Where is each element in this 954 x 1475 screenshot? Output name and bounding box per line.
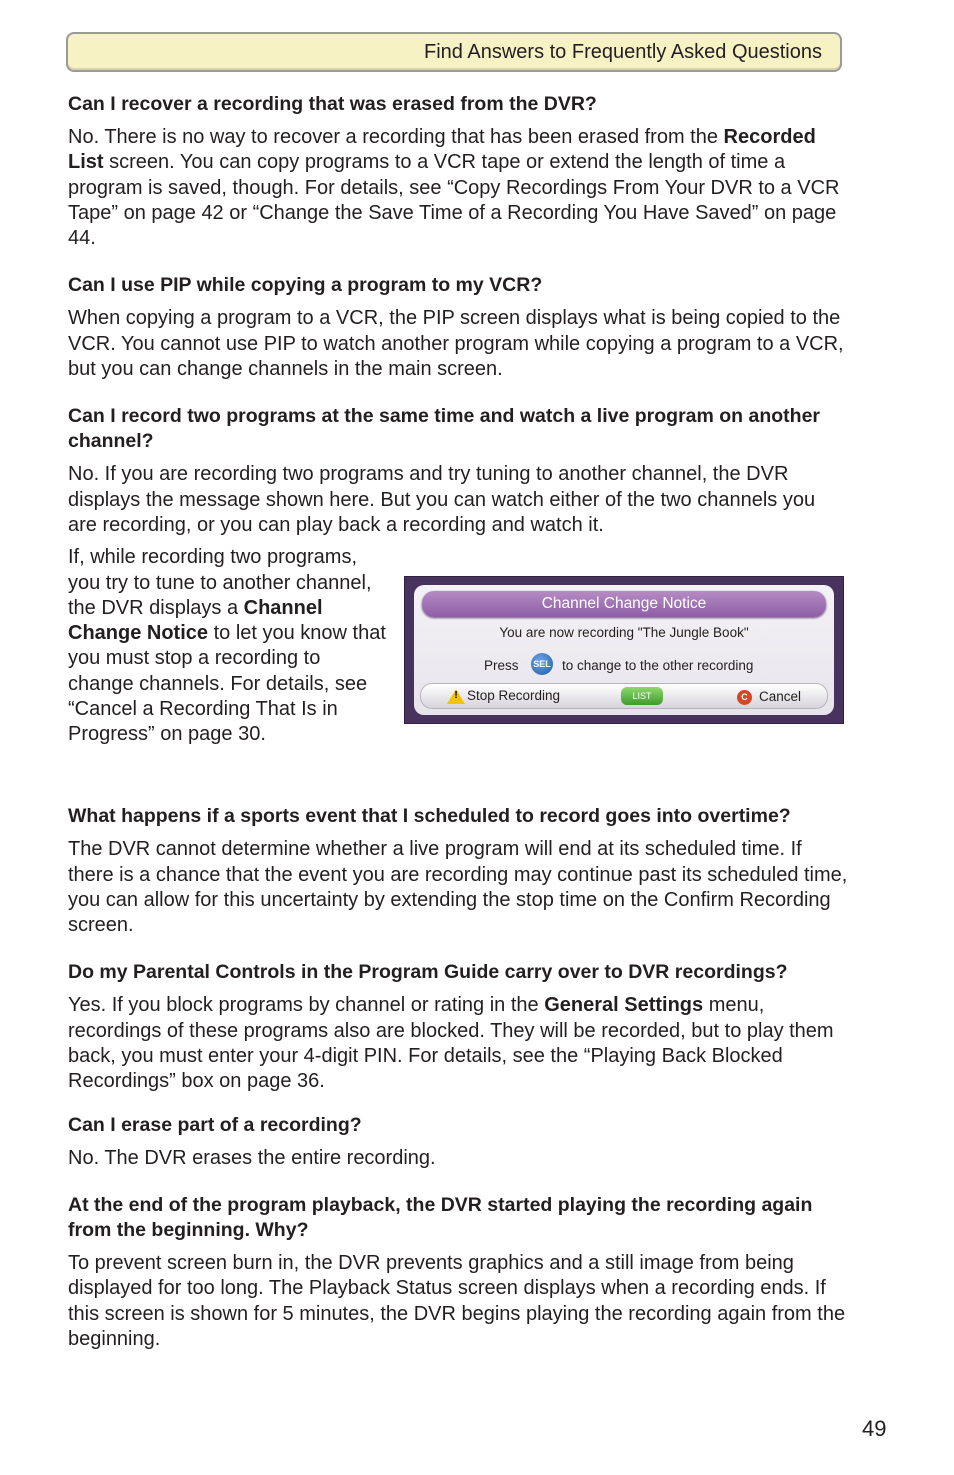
notice-instruction-rest: to change to the other recording	[562, 658, 754, 674]
page-header-bar	[66, 32, 842, 72]
faq-answer-5: Yes. If you block programs by channel or rating in the General Settings menu, recordings of these programs also are blocked. They will be recorded, but to play them back, you must enter your 4-digit PIN. For details, see the “Playing Back Blocked Recordings” box on page 36.	[68, 994, 834, 1093]
notice-recording-message: You are now recording "The Jungle Book"	[499, 625, 749, 641]
list-button-icon: LIST	[621, 687, 663, 705]
faq-question-1: Can I recover a recording that was erased from the DVR?	[68, 93, 597, 115]
channel-change-notice-screenshot	[404, 576, 844, 724]
faq-question-4: What happens if a sports event that I scheduled to record goes into overtime?	[68, 805, 791, 828]
faq-answer-6: No. The DVR erases the entire recording.	[68, 1146, 436, 1169]
channel-change-section	[68, 546, 848, 784]
faq-question-3: Can I record two programs at the same time and watch a live program on another channel?	[68, 405, 821, 453]
faq-answer-7: To prevent screen burn in, the DVR prevents graphics and a still image from being displayed for too long. The Playback Status screen displays when a recording ends. If this screen is shown for 5 minutes, the DVR begins playing the recording again from the beginning.	[68, 1251, 846, 1350]
faq-answer-1: No. There is no way to recover a recording that has been erased from the Recorded List screen. You can copy programs to a VCR tape or extend the length of time a program is saved, though. For details, see “Copy Recordings From Your DVR to a VCR Tape” on page 42 or “Change the Save Time of a Recording You Have Saved” on page 44.	[68, 126, 840, 250]
stop-recording-option: Stop Recording	[467, 688, 561, 704]
faq-content	[68, 92, 848, 1374]
notice-instruction	[414, 653, 834, 677]
page-header-title: Find Answers to Frequently Asked Questions	[424, 41, 822, 63]
faq-answer-4: The DVR cannot determine whether a live program will end at its scheduled time. If there is a chance that the event you are recording may continue past its scheduled time, you can allow for this uncertainty by extending the stop time on the Confirm Recording screen.	[68, 838, 848, 937]
cancel-option: Cancel	[759, 689, 802, 705]
faq-question-5: Do my Parental Controls in the Program Guide carry over to DVR recordings?	[68, 961, 788, 984]
faq-question-6: Can I erase part of a recording?	[68, 1113, 362, 1136]
notice-footer-bar	[420, 683, 828, 709]
page-number: 49	[862, 1416, 887, 1441]
faq-answer-3: No. If you are recording two programs and try tuning to another channel, the DVR displays the message shown here. But you can watch either of the two channels you are recording, or you can play back a recording and watch it.	[68, 463, 816, 536]
sel-button-icon: SEL	[531, 653, 553, 675]
faq-answer-2: When copying a program to a VCR, the PIP screen displays what is being copied to the VCR. You cannot use PIP to watch another program while copying a program to a VCR, but you can change channels in the main screen.	[68, 307, 844, 381]
notice-panel	[414, 585, 834, 715]
notice-press-label: Press	[484, 658, 519, 674]
notice-title: Channel Change Notice	[422, 591, 826, 617]
cancel-button-icon: C	[737, 690, 752, 705]
faq-question-7: At the end of the program playback, the DVR started playing the recording again from the beginning. Why?	[68, 1193, 813, 1241]
faq-question-2: Can I use PIP while copying a program to my VCR?	[68, 274, 543, 297]
channel-change-aside-text: If, while recording two programs, you try to tune to another channel, the DVR displays a Channel Change Notice to let you know that you must stop a recording to change channels. For details, see “Cancel a Recording That Is in Progress” on page 30.	[68, 546, 386, 746]
warning-icon-mark: !	[454, 690, 458, 702]
